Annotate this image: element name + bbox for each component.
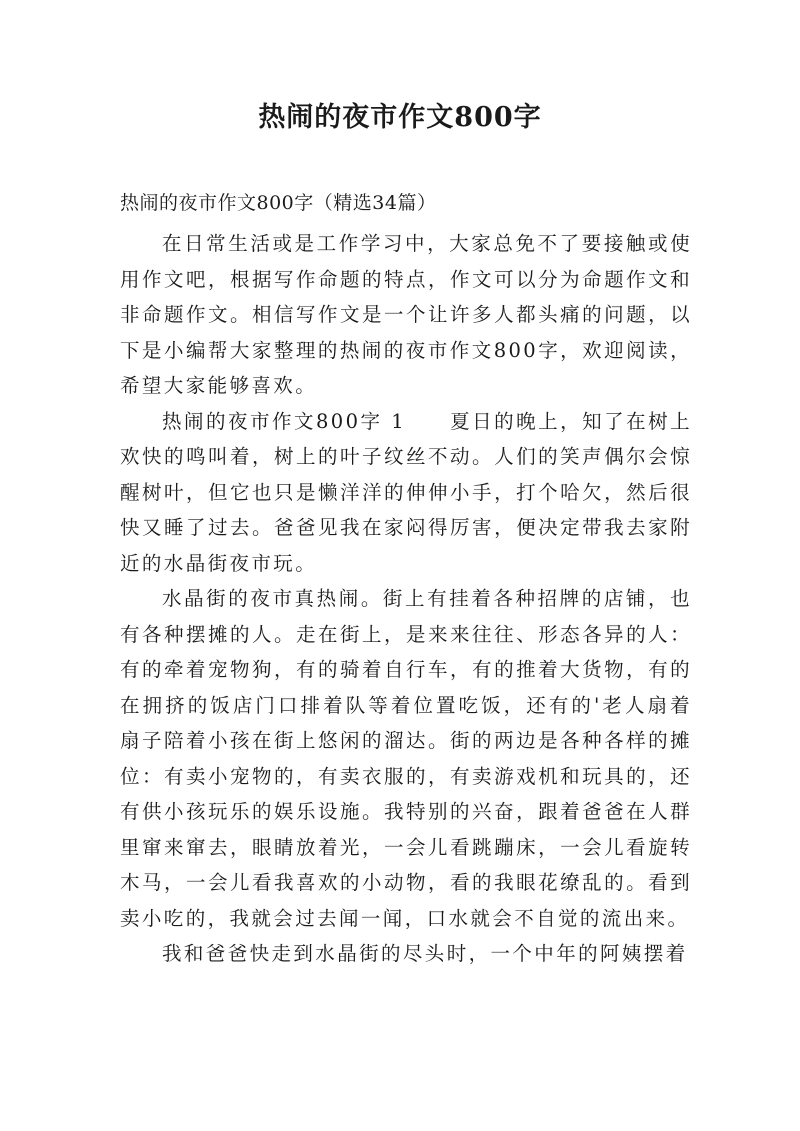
document-subtitle: 热闹的夜市作文800字（精选34篇） <box>120 192 437 214</box>
paragraph-essay-1-opening: 热闹的夜市作文800字 1 夏日的晚上，知了在树上欢快的鸣叫着，树上的叶子纹丝不动。人们的笑声偶尔会惊醒树叶，但它也只是懒洋洋的伸伸小手，打个哈欠，然后很快又睡了过去。爸爸见我在家闷得厉害，便决定带我去家附近的水晶街夜市玩。 <box>120 409 692 575</box>
document-body <box>120 226 692 972</box>
paragraph-night-market: 水晶街的夜市真热闹。街上有挂着各种招牌的店铺，也有各种摆摊的人。走在街上，是来来往往、形态各异的人：有的牵着宠物狗，有的骑着自行车，有的推着大货物，有的在拥挤的饭店门口排着队等着位置吃饭，还有的'老人扇着扇子陪着小孩在街上悠闲的溜达。街的两边是各种各样的摊位：有卖小宠物的，有卖衣服的，有卖游戏机和玩具的，还有供小孩玩乐的娱乐设施。我特别的兴奋，跟着爸爸在人群里窜来窜去，眼睛放着光，一会儿看跳蹦床，一会儿看旋转木马，一会儿看我喜欢的小动物，看的我眼花缭乱的。看到卖小吃的，我就会过去闻一闻，口水就会不自觉的流出来。 <box>120 587 692 930</box>
document-title: 热闹的夜市作文800字 <box>258 102 542 133</box>
paragraph-intro: 在日常生活或是工作学习中，大家总免不了要接触或使用作文吧，根据写作命题的特点，作文可以分为命题作文和非命题作文。相信写作文是一个让许多人都头痛的问题，以下是小编帮大家整理的热闹的夜市作文800字，欢迎阅读，希望大家能够喜欢。 <box>120 232 692 397</box>
paragraph-end-of-street: 我和爸爸快走到水晶街的尽头时，一个中年的阿姨摆着 <box>162 942 688 965</box>
